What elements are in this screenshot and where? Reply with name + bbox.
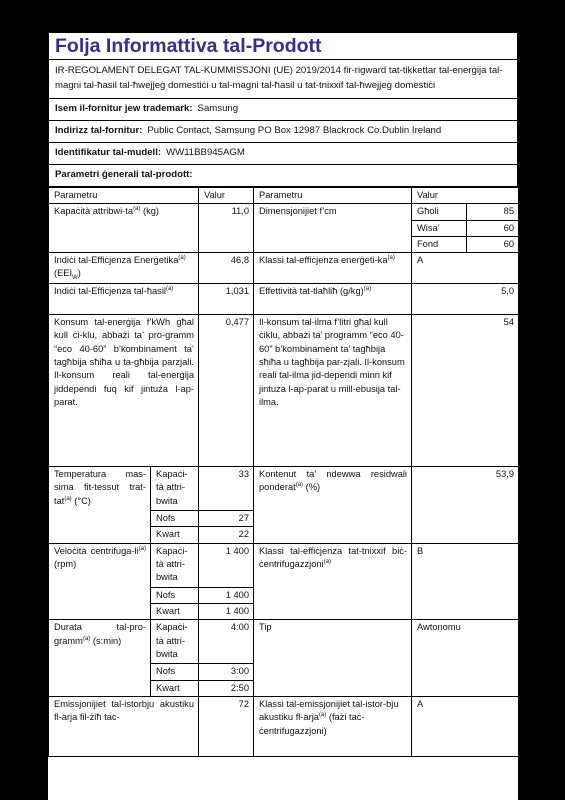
residual-moisture-value: 53,9 — [412, 467, 519, 544]
spin-speed-rated-value: 1 400 — [199, 543, 254, 587]
table-header-row — [49, 188, 519, 204]
header-param: Parametru — [49, 188, 199, 204]
noise-value: 72 — [199, 696, 254, 756]
spin-speed-quarter-value: 1 400 — [199, 604, 254, 620]
noise-class-value: A — [412, 696, 519, 756]
regulation-text: IR-REGOLAMENT DELEGAT TAL-KUMMISSJONI (UE) 2019/2014 fir-rigward tat-tikkettar tal-enerġija tal-magni tal-ħasil tal-ħwejjeġ domestiċi u tal-magni tal-ħasil u tat-tnixxif tal-ħwejjeġ domestiċi — [48, 60, 518, 99]
header-value: Valur — [199, 188, 254, 204]
noise-label: Emissjonijiet tal-istorbju akustiku fl-arja fil-żiħ tac- — [49, 696, 199, 756]
dimension-width-value: 60 — [467, 220, 519, 236]
washing-index-value: 1,031 — [199, 284, 254, 315]
type-value: Awtonomu — [412, 620, 519, 697]
duration-quarter-label: Kwart — [151, 680, 199, 696]
eei-value: 46,8 — [199, 253, 254, 284]
capacity-label: Kapaċità attribwi-$ta^{(a)}$ (kg) — [49, 204, 199, 253]
max-temp-quarter-label: Kwart — [151, 527, 199, 543]
table-row — [49, 253, 519, 284]
duration-quarter-value: 2:50 — [199, 680, 254, 696]
energy-consumption-value: 0,477 — [199, 315, 254, 467]
supplier-address-row — [48, 121, 518, 143]
energy-class-value: A — [412, 253, 519, 284]
supplier-address-label: Indirizz tal-fornitur: — [55, 125, 143, 136]
energy-class-label: Klassi tal-effiċjenza enerġeti-$ka^{(a)}$ — [254, 253, 412, 284]
spin-speed-rated-label: Kapaċi-tà attri-bwita — [151, 543, 199, 587]
header-param-2: Parametru — [254, 188, 412, 204]
product-information-sheet — [48, 32, 518, 800]
duration-label: Durata tal-pro-gramm$^{(a)}$ (s:min) — [49, 620, 151, 697]
model-value: WW11BB945AGM — [166, 147, 245, 158]
energy-consumption-label: Konsum tal-enerġija f’kWh għal kull ċi-klu, abbażi ta’ pro-gramm “eco 40-60” b’kombinament ta’ tagħbija sħiħa u ta-għbija parzjali. Il-konsum reali tal-enerġija jiddependi fuq kif jintuża l-ap-parat. — [49, 315, 199, 467]
max-temp-rated-label: Kapaċi-tà attri-bwita — [151, 467, 199, 511]
dimension-height-label: Għoli — [412, 204, 467, 220]
table-row — [49, 284, 519, 315]
type-label: Tip — [254, 620, 412, 697]
noise-class-label: Klassi tal-emissjonijiet tal-istor-bju akustiku fl-arja$^{(a)}$ (fażi taċ-ċentrifugazzjoni) — [254, 696, 412, 756]
general-params-row — [48, 165, 518, 187]
table-row — [49, 467, 519, 511]
max-temp-label: Temperatura mas-sima fit-tessut trat-tat$^{(a)}$ (°C) — [49, 467, 151, 544]
water-consumption-label: Il-konsum tal-ilma f’litri għal kull ċiklu, abbażi ta’ programm “eco 40-60” b’kombinament ta’ tagħbija sħiħa u tagħbija par-zjali. Il-konsum reali tal-ilma jid-dependi minn kif jintuża l-ap-parat u mill-ebusija tal-ilma. — [254, 315, 412, 467]
supplier-address-value: Public Contact, Samsung PO Box 12987 Blackrock Co.Dublin Ireland — [147, 125, 442, 136]
residual-moisture-label: Kontenut ta’ ndewwa residwali ponderat$^{(a)}$ (%) — [254, 467, 412, 544]
rinsing-label: Effettività tat-tlaħliħ $(g/kg)^{(a)}$ — [254, 284, 412, 315]
page-title: Folja Informattiva tal-Prodott — [48, 32, 518, 60]
spin-speed-half-label: Nofs — [151, 587, 199, 603]
spin-speed-label: Veloċità ċentrifuga-$li^{(a)}$ (rpm) — [49, 543, 151, 620]
dimensions-label: Dimensjonijiet f’cm — [254, 204, 412, 253]
dimension-depth-label: Fond — [412, 236, 467, 252]
max-temp-quarter-value: 22 — [199, 527, 254, 543]
supplier-name-value: Samsung — [197, 103, 239, 114]
model-label: Identifikatur tal-mudell: — [55, 147, 162, 158]
spin-class-value: B — [412, 543, 519, 620]
eei-label: Indiċi tal-Effiċjenza Enerġetika$^{(a)}$ $(EEI_W)$ — [49, 253, 199, 284]
spin-speed-quarter-label: Kwart — [151, 604, 199, 620]
general-params-label: Parametri ġenerali tal-prodott: — [55, 169, 193, 180]
dimension-height-value: 85 — [467, 204, 519, 220]
spin-class-label: Klassi tal-effiċjenza tat-tnixxif biċ-ċentrifugazzjoni$^{(a)}$ — [254, 543, 412, 620]
table-row — [49, 204, 519, 220]
supplier-name-label: Isem il-fornitur jew trademark: — [55, 103, 193, 114]
max-temp-rated-value: 33 — [199, 467, 254, 511]
rinsing-value: 5,0 — [412, 284, 519, 315]
capacity-value: 11,0 — [199, 204, 254, 253]
water-consumption-value: 54 — [412, 315, 519, 467]
duration-half-label: Nofs — [151, 664, 199, 680]
dimension-depth-value: 60 — [467, 236, 519, 252]
model-row — [48, 143, 518, 165]
table-row — [49, 543, 519, 587]
table-row — [49, 620, 519, 664]
duration-rated-label: Kapaċi-tà attri-bwita — [151, 620, 199, 664]
supplier-name-row — [48, 99, 518, 121]
max-temp-half-label: Nofs — [151, 511, 199, 527]
spin-speed-half-value: 1 400 — [199, 587, 254, 603]
header-value-2: Valur — [412, 188, 519, 204]
table-row — [49, 315, 519, 467]
washing-index-label: Indiċi tal-Effiċjenza tal-ħasil$^{(a)}$ — [49, 284, 199, 315]
duration-rated-value: 4:00 — [199, 620, 254, 664]
table-row — [49, 696, 519, 756]
parameters-table — [48, 187, 518, 757]
dimension-width-label: Wisa’ — [412, 220, 467, 236]
max-temp-half-value: 27 — [199, 511, 254, 527]
duration-half-value: 3:00 — [199, 664, 254, 680]
